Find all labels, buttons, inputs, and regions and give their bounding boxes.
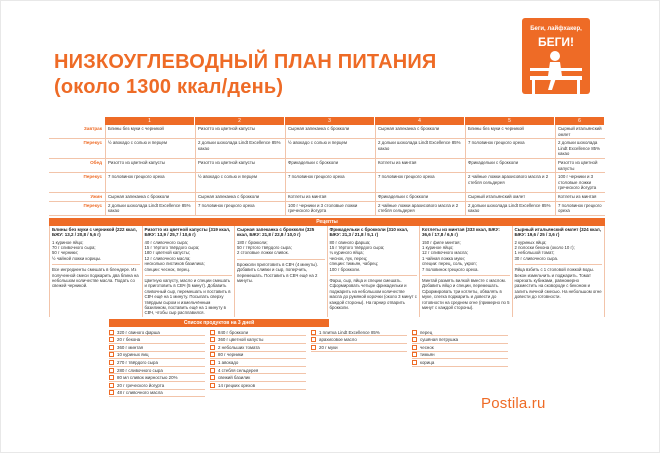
meal-cell: 7 половинок грецкого ореха: [555, 202, 605, 215]
meal-label: Перекус: [83, 174, 102, 180]
shopping-item[interactable]: [210, 382, 306, 390]
watermark: Postila.ru: [481, 395, 546, 412]
meal-cell: Фрикадельки с брокколи: [375, 193, 465, 201]
ingredient-item: 1 куриное яйцо;: [422, 244, 454, 250]
meal-label: Перекус: [83, 140, 102, 146]
meal-cell: 7 половинок грецкого ореха: [195, 202, 285, 215]
ingredient-item: 2 столовые ложки сливок.: [237, 250, 289, 256]
day-header-row: [49, 117, 605, 125]
recipe-method: Фарш, сыр, яйца и специи смешать. Сформировать четыре фрикадельки и поджарить на небольшом количестве масла до румяной корочки (около 3 минут с каждой стороны). На гарнир отварить брокколи.: [330, 275, 418, 310]
recipe-card: [235, 226, 328, 317]
meal-cell: ½ авокадо с солью и перцем: [105, 139, 195, 158]
ingredient-item: 30 г сливочного сыра.: [514, 255, 559, 261]
page-title: [54, 50, 437, 100]
ingredient-item: специи: тимьян, чабрец;: [329, 261, 379, 267]
meal-label: Обед: [90, 159, 102, 165]
ingredient-item: 2 полоски бекона (около 10 г);: [514, 244, 575, 250]
ingredient-item: 15 г тёртого твёрдого сыра;: [144, 244, 200, 250]
checkbox-icon[interactable]: [412, 330, 417, 335]
ingredient-item: 1 куриное яйцо;: [52, 239, 84, 245]
ingredient-item: 40 г сливочного сыра;: [144, 239, 189, 245]
checkbox-icon[interactable]: [210, 352, 215, 357]
meal-cell: Сырная запеканка с брокколи: [375, 125, 465, 138]
shopping-item-label: тимьян: [420, 352, 435, 358]
meal-cell: Сырный итальянский омлет: [465, 193, 555, 201]
ingredient-item: 180 г брокколи;: [237, 239, 268, 245]
meal-row: [49, 125, 605, 139]
checkbox-icon[interactable]: [412, 345, 417, 350]
shopping-item-label: 360 г цветной капусты: [218, 337, 264, 343]
checkbox-icon[interactable]: [109, 345, 114, 350]
shopping-item-label: 360 г минтая: [117, 344, 144, 350]
checkbox-icon[interactable]: [210, 337, 215, 342]
recipe-method: Яйца взбить с 1 столовой ложкой воды. Бекон измельчить и поджарить. Томат нарезать кубиками, равномерно разместить на сковороде с беконом и залить яичной смесью. На небольшом огне довести до готовности.: [515, 264, 603, 299]
meal-rows: [49, 125, 605, 216]
ingredient-item: чеснок, лук, перец;: [329, 255, 368, 261]
recipe-card: [143, 226, 236, 317]
checkbox-icon[interactable]: [109, 360, 114, 365]
meal-label: Завтрак: [83, 126, 102, 131]
shopping-item-label: 80 мл сливок жирностью 20%: [117, 375, 178, 381]
meal-cell: Сырный итальянский омлет: [555, 125, 605, 138]
checkbox-icon[interactable]: [210, 368, 215, 373]
meal-cell: 2 чайные ложки арахисового масла и 2 стебля сельдерея: [375, 202, 465, 215]
shopping-item-label: чеснок: [420, 344, 434, 350]
shopping-list: [49, 329, 605, 397]
shopping-item-label: 48 г сливочного масла: [117, 390, 163, 396]
shopping-item-label: 270 г твёрдого сыра: [117, 359, 158, 365]
day-header-3: 3: [285, 117, 375, 125]
recipe-ingredients: [330, 240, 418, 272]
ingredient-item: 1 небольшой томат;: [514, 250, 555, 256]
meal-cell: ½ авокадо с солью и перцем: [285, 139, 375, 158]
meal-label: Ужин: [90, 193, 102, 199]
recipe-title: Фрикадельки с брокколи (310 ккал, БЖУ: 21,3 / 21,8 / 5,1 г): [329, 226, 409, 238]
shopping-item-label: 20 г греческого йогурта: [117, 382, 165, 388]
day-header-corner: [49, 117, 105, 125]
recipe-title: Ризотто из цветной капусты (319 ккал, БЖУ: 13,9 / 25,7 / 10,6 г): [144, 226, 231, 238]
recipe-ingredients: [237, 240, 325, 256]
recipe-ingredients: [145, 240, 233, 272]
recipe-card: [513, 226, 606, 317]
shopping-column: [210, 329, 306, 397]
checkbox-icon[interactable]: [109, 352, 114, 357]
recipe-method: Минтай размять вилкой вместе с маслом. Добавить яйцо и специи, перемешать. Сформировать три котлеты, обвалять в муке, слегка поджарить и довести до готовности на среднем огне (примерно по 5 минут с каждой стороны).: [422, 275, 510, 310]
day-header-6: 6: [555, 117, 605, 125]
shopping-column: [311, 329, 407, 397]
shopping-item-label: свежий базилик: [218, 375, 251, 381]
meal-cell: 2 дольки шоколада Lindt Excellence 85% какао: [105, 202, 195, 215]
meal-cell: Ризотто из цветной капусты: [195, 159, 285, 172]
checkbox-icon[interactable]: [109, 390, 114, 395]
shopping-item-label: 1 авокадо: [218, 359, 239, 365]
title-line-2: (около 1300 ккал/день): [54, 76, 284, 98]
shopping-item-label: 80 г черники: [218, 352, 244, 358]
ingredient-item: несколько листиков базилика;: [144, 261, 205, 267]
day-header-2: 2: [195, 117, 285, 125]
meal-cell: ½ авокадо с солью и перцем: [195, 173, 285, 192]
checkbox-icon[interactable]: [109, 383, 114, 388]
meal-cell: 7 половинок грецкого ореха: [375, 173, 465, 192]
meal-row: [49, 193, 605, 202]
meal-cell: Ризотто из цветной капусты: [105, 159, 195, 172]
shopping-item-label: 1 плитка Lindt Excellence 85%: [319, 329, 380, 335]
meal-row: [49, 202, 605, 216]
meal-cell: Ризотто из цветной капусты: [195, 125, 285, 138]
ingredient-item: 50 г тёртого твёрдого сыра;: [237, 244, 292, 250]
shopping-item-label: сушёная петрушка: [420, 337, 459, 343]
meal-row: [49, 139, 605, 159]
checkbox-icon[interactable]: [311, 345, 316, 350]
logo-line-2: БЕГИ!: [537, 35, 575, 49]
meal-plan-sheet: [49, 117, 605, 397]
recipe-method: Цветную капусту, масло и специи смешать и приготовить в СВЧ (5 минут). Добавить сливочный сыр, перемешать и поставить в СВЧ ещё на 1 минуту. Посыпать сверху твёрдым сыром и измельчённым базиликом, поставить ещё на 1 минуту в СВЧ, чтобы сыр расплавился.: [145, 275, 233, 316]
ingredient-item: ½ чайной ложки корицы.: [52, 255, 102, 261]
ingredient-item: 15 г тёртого твёрдого сыра;: [329, 244, 385, 250]
shopping-item[interactable]: [412, 359, 508, 367]
title-line-1: НИЗКОУГЛЕВОДНЫЙ ПЛАН ПИТАНИЯ: [54, 51, 437, 73]
meal-cell: 100 г черники и 3 столовые ложки греческого йогурта: [285, 202, 375, 215]
checkbox-icon[interactable]: [311, 330, 316, 335]
ingredient-item: 70 г сливочного сыра;: [52, 244, 96, 250]
bench-runner-icon: [522, 46, 590, 94]
meal-cell: Ризотто из цветной капусты: [555, 159, 605, 172]
ingredient-item: 1 чайная ложка муки;: [422, 255, 465, 261]
ingredient-item: 80 г свиного фарша;: [329, 239, 371, 245]
checkbox-icon[interactable]: [210, 375, 215, 380]
ingredient-item: 12 г сливочного масла;: [144, 255, 191, 261]
shopping-item-label: 320 г свиного фарша: [117, 329, 160, 335]
meal-cell: Сырная запеканка с брокколи: [195, 193, 285, 201]
meal-cell: Сырная запеканка с брокколи: [285, 125, 375, 138]
recipe-title: Котлеты из минтая (333 ккал, БЖУ: 36,6 / 17,8 / 6,5 г): [422, 226, 500, 238]
meal-cell: 2 дольки шоколада Lindt Excellence 85% какао: [195, 139, 285, 158]
logo-line-1: Беги, лайфхакер,: [530, 26, 582, 32]
checkbox-icon[interactable]: [109, 337, 114, 342]
meal-cell: Фрикадельки с брокколи: [465, 159, 555, 172]
checkbox-icon[interactable]: [109, 375, 114, 380]
recipe-card: [50, 226, 143, 317]
shopping-item-label: 4 стебля сельдерея: [218, 367, 259, 373]
brand-logo: [522, 18, 590, 94]
shopping-column: [412, 329, 508, 397]
ingredient-item: специи: чеснок, перец.: [144, 266, 190, 272]
meal-cell: 2 чайные ложки арахисового масла и 2 стебля сельдерея: [465, 173, 555, 192]
checkbox-icon[interactable]: [210, 383, 215, 388]
ingredient-item: ¼ куриного яйца;: [329, 250, 364, 256]
meal-cell: 100 г черники и 3 столовые ложки греческого йогурта: [555, 173, 605, 192]
recipes-heading: Рецепты: [49, 218, 605, 226]
meal-cell: Блины без муки с черникой: [105, 125, 195, 138]
day-header-4: 4: [375, 117, 465, 125]
shopping-item-label: перец: [420, 329, 433, 335]
ingredient-item: 7 половинок грецкого ореха.: [422, 266, 479, 272]
shopping-item-label: 280 г сливочного сыра: [117, 367, 163, 373]
meal-cell: Блины без муки с черникой: [465, 125, 555, 138]
recipes-grid: [49, 226, 605, 317]
checkbox-icon[interactable]: [109, 368, 114, 373]
checkbox-icon[interactable]: [412, 352, 417, 357]
meal-cell: 7 половинок грецкого ореха: [465, 139, 555, 158]
recipe-title: Блины без муки с черникой (222 ккал, БЖУ: 13,2 / 20,8 / 5,6 г): [52, 226, 137, 238]
meal-cell: Котлеты из минтая: [285, 193, 375, 201]
shopping-item[interactable]: [109, 390, 205, 398]
meal-cell: 7 половинок грецкого ореха: [105, 173, 195, 192]
shopping-item-label: 20 г бекона: [117, 337, 141, 343]
checkbox-icon[interactable]: [412, 360, 417, 365]
shopping-column: [109, 329, 205, 397]
shopping-item[interactable]: [311, 344, 407, 352]
meal-row: [49, 173, 605, 193]
ingredient-item: 2 куриных яйца;: [514, 239, 547, 245]
recipe-title: Сырный итальянский омлет (324 ккал, БЖУ: 19,6 / 25 / 3,6 г): [514, 226, 601, 238]
checkbox-icon[interactable]: [210, 330, 215, 335]
meal-cell: 2 дольки шоколада Lindt Excellence 85% какао: [465, 202, 555, 215]
checkbox-icon[interactable]: [210, 360, 215, 365]
shopping-item-label: 14 грецких орехов: [218, 382, 256, 388]
recipe-card: [328, 226, 421, 317]
ingredient-item: 100 г брокколи.: [329, 266, 361, 272]
shopping-item-label: 840 г брокколи: [218, 329, 249, 335]
recipe-card: [420, 226, 513, 317]
recipe-title: Сырная запеканка с брокколи (325 ккал, БЖУ: 21,8 / 22,8 / 10,0 г): [237, 226, 315, 238]
meal-cell: Котлеты из минтая: [375, 159, 465, 172]
meal-cell: 7 половинок грецкого ореха: [285, 173, 375, 192]
shopping-item-label: арахисовое масло: [319, 337, 357, 343]
meal-cell: Фрикадельки с брокколи: [285, 159, 375, 172]
ingredient-item: 180 г цветной капусты;: [144, 250, 191, 256]
meal-cell: 2 дольки шоколада Lindt Excellence 85% какао: [555, 139, 605, 158]
checkbox-icon[interactable]: [210, 345, 215, 350]
shopping-item-label: корица: [420, 359, 435, 365]
recipe-ingredients: [52, 240, 140, 262]
ingredient-item: 50 г черники;: [52, 250, 78, 256]
shopping-item-label: 10 куриных яиц: [117, 352, 149, 358]
ingredient-item: 150 г филе минтая;: [422, 239, 461, 245]
ingredient-item: 12 г сливочного масла;: [422, 250, 468, 256]
shopping-item-label: 20 г муки: [319, 344, 338, 350]
recipe-ingredients: [422, 240, 510, 272]
meal-cell: Котлеты из минтая: [555, 193, 605, 201]
shopping-heading: Список продуктов на 3 дней: [109, 319, 329, 327]
day-header-1: 1: [105, 117, 195, 125]
recipe-method: Все ингредиенты смешать в блендере. Из полученной смеси поджарить два блина на небольшом количестве масла. Подать со свежей черникой.: [52, 264, 140, 289]
meal-cell: 2 дольки шоколада Lindt Excellence 85% какао: [375, 139, 465, 158]
day-header-5: 5: [465, 117, 555, 125]
checkbox-icon[interactable]: [412, 337, 417, 342]
recipe-ingredients: [515, 240, 603, 262]
checkbox-icon[interactable]: [311, 337, 316, 342]
shopping-item-label: 2 небольших томата: [218, 344, 260, 350]
meal-row: [49, 159, 605, 173]
meal-cell: Сырная запеканка с брокколи: [105, 193, 195, 201]
recipe-method: Брокколи приготовить в СВЧ (4 минуты). Добавить сливки и сыр, поперчить, перемешать. Поставить в СВЧ ещё на 2 минуты.: [237, 259, 325, 284]
meal-label: Перекус: [83, 202, 102, 208]
ingredient-item: специи: перец, соль, укроп;: [422, 261, 477, 267]
checkbox-icon[interactable]: [109, 330, 114, 335]
